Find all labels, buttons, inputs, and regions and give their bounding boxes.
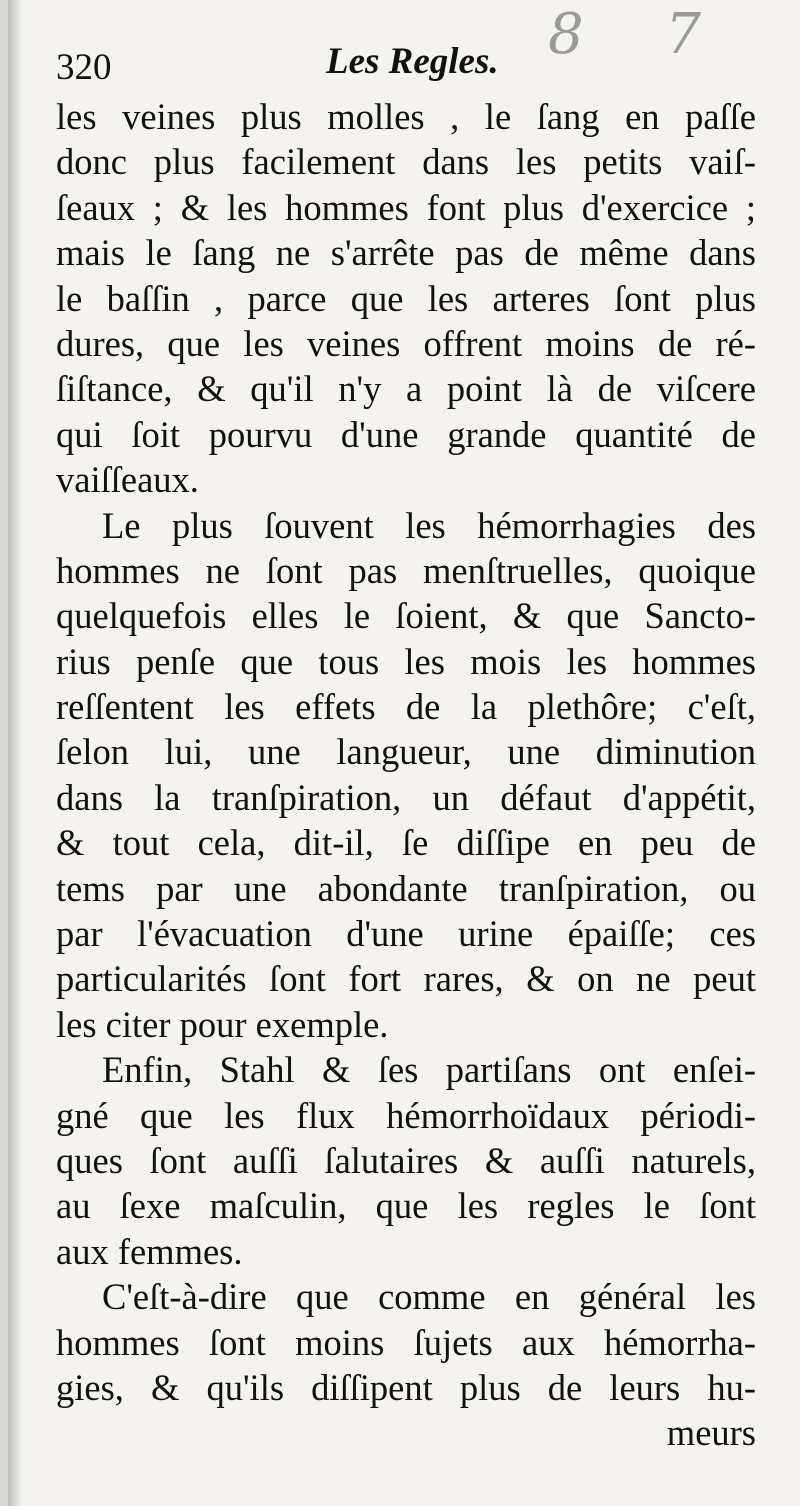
catchword: meurs bbox=[666, 1412, 756, 1454]
text-line: par l'évacuation d'une urine épaiſſe; ces bbox=[56, 913, 756, 955]
text-line: Enfin, Stahl & ſes partiſans ont enſei- bbox=[102, 1049, 756, 1091]
text-line: reſſentent les effets de la plethôre; c'eſt, bbox=[56, 686, 756, 728]
text-line: particularités ſont fort rares, & on ne peut bbox=[56, 958, 756, 1000]
text-line: vaiſſeaux. bbox=[56, 459, 199, 501]
book-page bbox=[8, 0, 800, 1506]
gutter-shadow bbox=[8, 0, 22, 1506]
text-line: dures, que les veines offrent moins de ré- bbox=[56, 322, 756, 364]
text-line: aux femmes. bbox=[56, 1230, 243, 1272]
text-line: hommes ſont moins ſujets aux hémorrha- bbox=[56, 1321, 756, 1363]
text-line: ſeaux ; & les hommes font plus d'exercice ; bbox=[56, 186, 756, 228]
text-line: ſelon lui, une langueur, une diminution bbox=[56, 731, 756, 773]
text-line: qui ſoit pourvu d'une grande quantité de bbox=[56, 413, 756, 455]
text-line: les citer pour exemple. bbox=[56, 1003, 389, 1045]
page-number: 320 bbox=[56, 47, 112, 88]
text-line: hommes ne ſont pas menſtruelles, quoique bbox=[56, 549, 756, 591]
text-line: rius penſe que tous les mois les hommes bbox=[56, 640, 756, 682]
text-line: gies, & qu'ils diſſipent plus de leurs hu- bbox=[56, 1366, 756, 1408]
body-text bbox=[56, 94, 756, 1456]
text-line: le baſſin , parce que les arteres ſont plus bbox=[56, 277, 756, 319]
text-line: au ſexe maſculin, que les regles le ſont bbox=[56, 1185, 756, 1227]
text-line: & tout cela, dit-il, ſe diſſipe en peu de bbox=[56, 822, 756, 864]
text-line: ques ſont auſſi ſalutaires & auſſi naturels, bbox=[56, 1139, 756, 1181]
running-head: Les Regles. bbox=[326, 41, 499, 82]
text-line: C'eſt-à-dire que comme en général les bbox=[102, 1276, 756, 1318]
page-header bbox=[56, 40, 756, 100]
text-line: gné que les flux hémorrhoïdaux périodi- bbox=[56, 1094, 756, 1136]
text-line: dans la tranſpiration, un défaut d'appétit, bbox=[56, 776, 756, 818]
text-line: ſiſtance, & qu'il n'y a point là de viſcere bbox=[56, 368, 756, 410]
text-line: quelquefois elles le ſoient, & que Sanctо- bbox=[56, 595, 756, 637]
archive-pencil-mark: 8 7 bbox=[548, 2, 734, 67]
text-line: tems par une abondante tranſpiration, ou bbox=[56, 867, 756, 909]
text-line: les veines plus molles , le ſang en paſſe bbox=[56, 96, 756, 137]
text-line: mais le ſang ne s'arrête pas de même dans bbox=[56, 232, 756, 274]
text-line: donc plus facilement dans les petits vaiſ- bbox=[56, 141, 756, 183]
text-line: Le plus ſouvent les hémorrhagies des bbox=[102, 504, 756, 546]
